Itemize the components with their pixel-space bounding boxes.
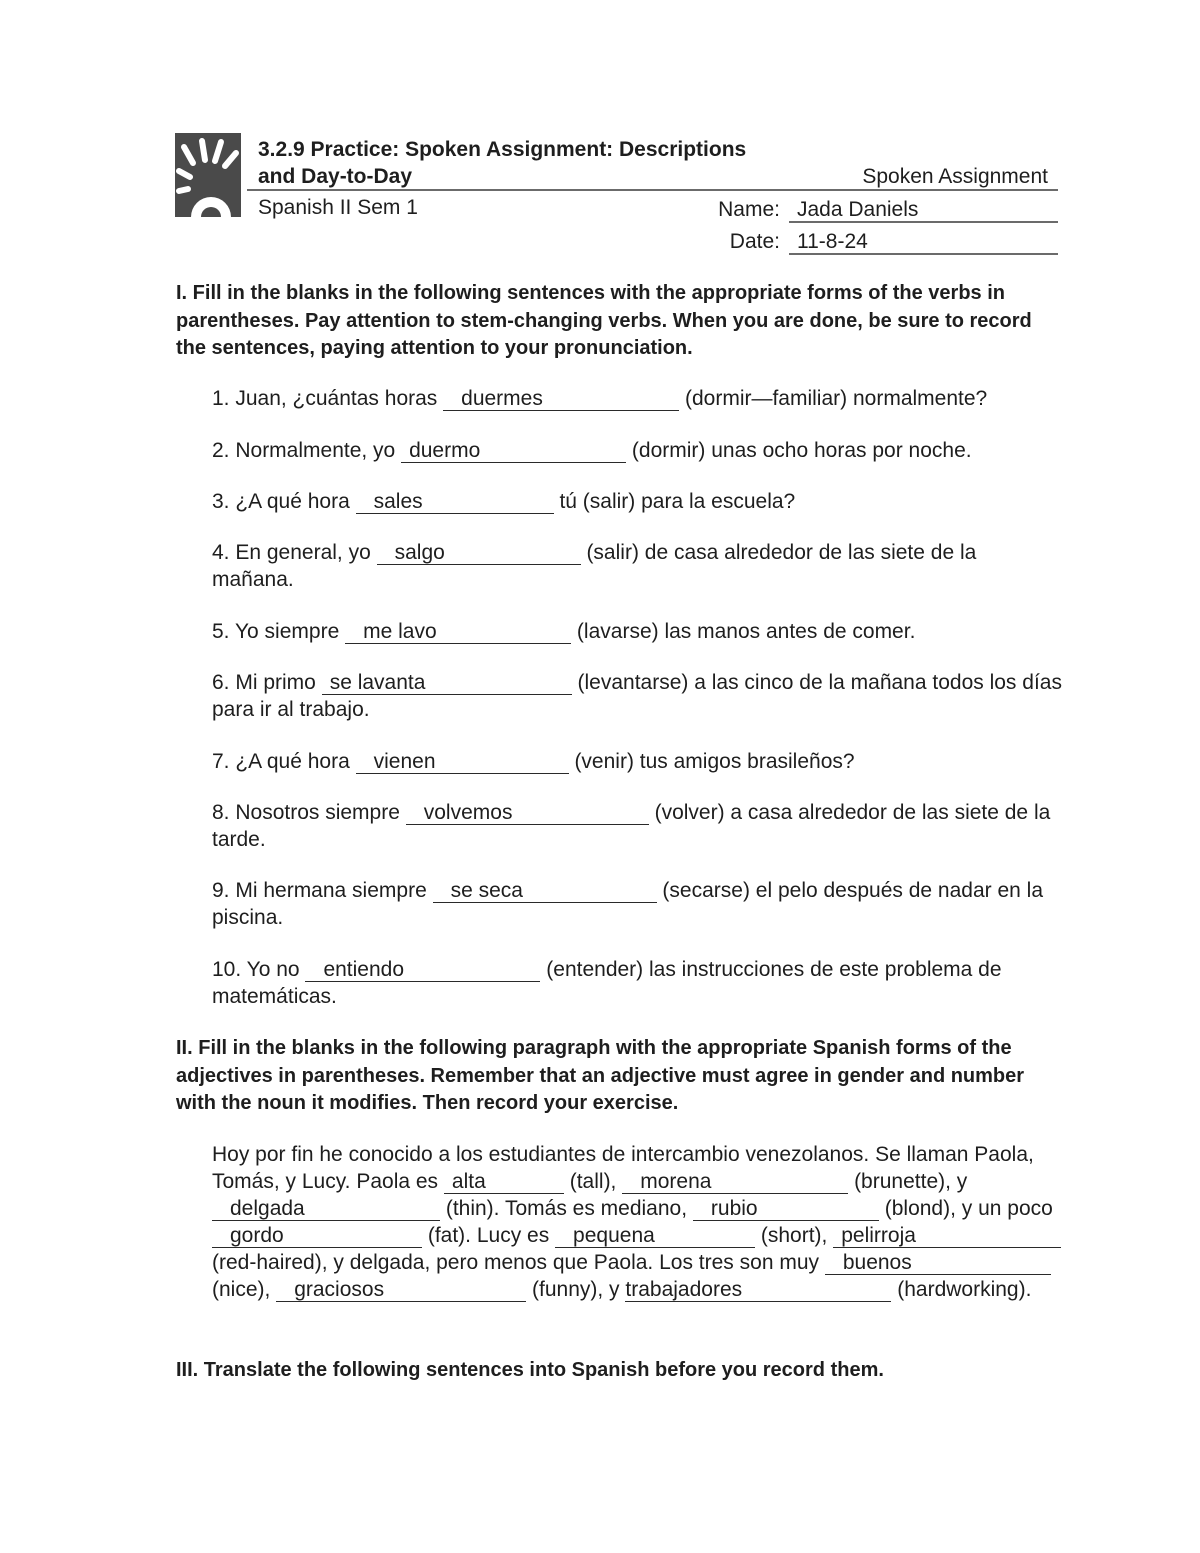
list-item [212, 437, 1062, 464]
title-line-1: 3.2.9 Practice: Spoken Assignment: Descriptions [258, 138, 747, 161]
date-label: Date: [729, 230, 780, 253]
name-field[interactable]: Jada Daniels [789, 196, 1058, 223]
sun-logo-icon [175, 133, 241, 217]
paragraph-text: (brunette), y [848, 1170, 968, 1193]
item-text: (volver) a casa alrededor de las siete de la tarde. [212, 801, 1051, 851]
paragraph-text: (red-haired), y delgada, pero menos que Paola. Los tres son muy [212, 1251, 825, 1274]
answer-blank[interactable]: alta [444, 1171, 564, 1194]
list-item [212, 956, 1062, 1010]
item-text: 6. Mi primo [212, 671, 322, 694]
item-text: 9. Mi hermana siempre [212, 879, 433, 902]
answer-blank[interactable]: morena [622, 1171, 848, 1194]
item-text: (lavarse) las manos antes de comer. [571, 620, 916, 643]
answer-blank[interactable]: duermes [443, 388, 679, 411]
paragraph-text: Hoy por fin he conocido a los estudiantes de intercambio venezolanos. Se llaman Paola, Tomás, y Lucy. Paola es [212, 1143, 1034, 1193]
item-text: 5. Yo siempre [212, 620, 346, 643]
list-item [212, 539, 1062, 593]
answer-blank[interactable]: graciosos [276, 1279, 526, 1302]
paragraph-text: (short), [755, 1224, 834, 1247]
section-2-instructions: II. Fill in the blanks in the following paragraph with the appropriate Spanish forms of the adjectives in parentheses. Remember that an adjective must agree in gender and number with the noun it modifies. Then record your exercise. [176, 1037, 1025, 1114]
item-text: tú (salir) para la escuela? [553, 490, 796, 513]
list-item [212, 488, 1062, 515]
item-text: 4. En general, yo [212, 541, 377, 564]
answer-blank[interactable]: salgo [377, 542, 581, 565]
date-field[interactable]: 11-8-24 [789, 228, 1058, 255]
list-item [212, 799, 1062, 853]
answer-blank[interactable]: rubio [693, 1198, 879, 1221]
title-line-2: and Day-to-Day [258, 165, 413, 188]
answer-blank[interactable]: sales [356, 491, 554, 514]
answer-blank[interactable]: trabajadores [625, 1279, 891, 1302]
page-title [258, 136, 746, 190]
adjective-paragraph [212, 1141, 1067, 1303]
header-divider [247, 189, 1058, 191]
item-text: 7. ¿A qué hora [212, 750, 356, 773]
answer-blank[interactable]: vienen [356, 751, 569, 774]
section-3-instructions: III. Translate the following sentences into Spanish before you record them. [176, 1359, 884, 1381]
course-name: Spanish II Sem 1 [258, 196, 418, 219]
answer-blank[interactable]: pequena [555, 1225, 755, 1248]
answer-blank[interactable]: volvemos [406, 802, 649, 825]
paragraph-text: (tall), [563, 1170, 623, 1193]
name-label: Name: [718, 198, 780, 221]
list-item [212, 877, 1062, 931]
list-item [212, 618, 1062, 645]
item-text: (dormir) unas ocho horas por noche. [626, 439, 972, 462]
answer-blank[interactable]: gordo [212, 1225, 422, 1248]
paragraph-text: (hardworking). [891, 1278, 1032, 1301]
item-text: (venir) tus amigos brasileños? [568, 750, 855, 773]
item-text: (salir) de casa alrededor de las siete de la mañana. [212, 541, 977, 591]
answer-blank[interactable]: delgada [212, 1198, 440, 1221]
paragraph-text: (funny), y [526, 1278, 626, 1301]
paragraph-text: (thin). Tomás es mediano, [440, 1197, 693, 1220]
item-text: (dormir—familiar) normalmente? [679, 387, 988, 410]
paragraph-text: (nice), [212, 1278, 277, 1301]
item-text: 1. Juan, ¿cuántas horas [212, 387, 444, 410]
answer-blank[interactable]: duermo [401, 440, 626, 463]
list-item [212, 669, 1062, 723]
item-text: 8. Nosotros siempre [212, 801, 406, 824]
item-text: (levantarse) a las cinco de la mañana todos los días para ir al trabajo. [212, 671, 1062, 721]
list-item [212, 385, 1062, 412]
answer-blank[interactable]: pelirroja [833, 1225, 1061, 1248]
answer-blank[interactable]: me lavo [345, 621, 571, 644]
answer-blank[interactable]: se lavanta [322, 672, 572, 695]
assignment-type: Spoken Assignment [862, 165, 1048, 188]
item-text: (secarse) el pelo después de nadar en la piscina. [212, 879, 1044, 929]
item-text: 2. Normalmente, yo [212, 439, 402, 462]
list-item [212, 748, 1062, 775]
paragraph-text: (fat). Lucy es [422, 1224, 556, 1247]
item-text: (entender) las instrucciones de este problema de matemáticas. [212, 958, 1002, 1008]
answer-blank[interactable]: se seca [433, 880, 657, 903]
paragraph-text: (blond), y un poco [878, 1197, 1053, 1220]
item-text: 10. Yo no [212, 958, 306, 981]
item-text: 3. ¿A qué hora [212, 490, 356, 513]
answer-blank[interactable]: entiendo [305, 959, 540, 982]
answer-blank[interactable]: buenos [825, 1252, 1051, 1275]
section-1-instructions: I. Fill in the blanks in the following sentences with the appropriate forms of the verbs in parentheses. Pay attention to stem-changing verbs. When you are done, be sure to record the sentences, paying attention to your pronunciation. [176, 282, 1032, 359]
